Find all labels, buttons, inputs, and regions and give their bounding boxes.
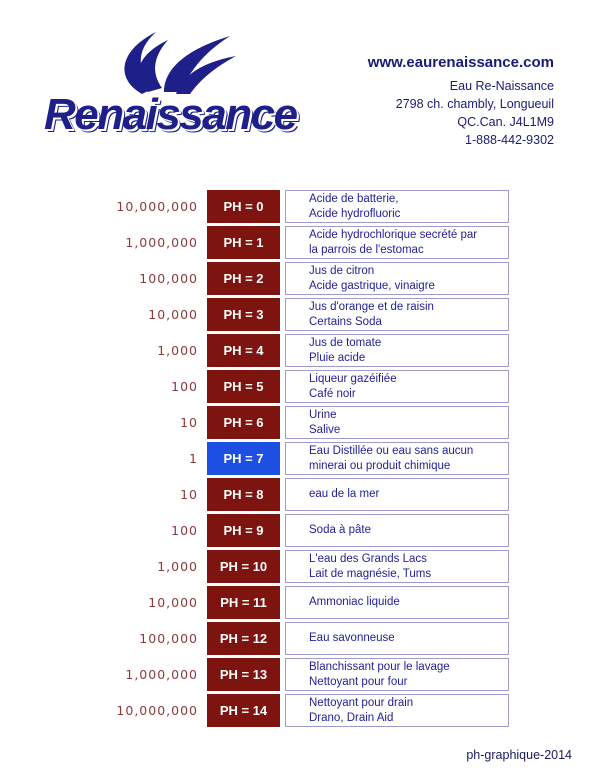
ph-examples <box>285 622 509 655</box>
example-line: Eau Distillée ou eau sans aucun <box>309 444 474 457</box>
ph-row <box>0 586 600 619</box>
example-line: Liqueur gazéifiée <box>309 372 397 385</box>
ph-examples <box>285 478 509 511</box>
ph-examples <box>285 586 509 619</box>
example-line: Ammoniac liquide <box>309 596 400 608</box>
concentration-factor: 1 <box>189 451 198 466</box>
example-line: Acide de batterie, <box>309 192 399 205</box>
ph-row <box>0 442 600 475</box>
example-line: Acide hydrochlorique secrété par <box>309 228 478 241</box>
ph-examples <box>285 442 509 475</box>
ph-row <box>0 262 600 295</box>
ph-row <box>0 334 600 367</box>
concentration-factor: 1,000 <box>157 559 198 574</box>
ph-value-box: PH = 14 <box>207 694 280 727</box>
ph-value-box: PH = 6 <box>207 406 280 439</box>
example-line: Salive <box>309 423 341 436</box>
ph-examples <box>285 406 509 439</box>
flame-wings-icon <box>44 28 254 98</box>
ph-examples <box>285 370 509 403</box>
example-line: Jus de citron <box>309 264 375 277</box>
ph-examples <box>285 694 509 727</box>
ph-value-box: PH = 13 <box>207 658 280 691</box>
concentration-factor: 10,000 <box>148 595 198 610</box>
example-line: Café noir <box>309 387 356 400</box>
ph-value-box: PH = 4 <box>207 334 280 367</box>
concentration-factor: 10 <box>180 415 198 430</box>
example-line: Soda à pâte <box>309 524 372 536</box>
company-name: Eau Re-Naissance <box>449 79 554 93</box>
concentration-factor: 100 <box>171 523 198 538</box>
ph-value-box: PH = 2 <box>207 262 280 295</box>
ph-value-box: PH = 9 <box>207 514 280 547</box>
phone: 1-888-442-9302 <box>465 133 554 147</box>
concentration-factor: 1,000 <box>157 343 198 358</box>
ph-examples <box>285 262 509 295</box>
ph-value-box: PH = 5 <box>207 370 280 403</box>
ph-row <box>0 658 600 691</box>
example-line: eau de la mer <box>309 488 380 500</box>
ph-row <box>0 298 600 331</box>
logo-wordmark: Renaissance <box>44 90 297 139</box>
example-line: minerai ou produit chimique <box>309 459 451 472</box>
ph-examples <box>285 658 509 691</box>
ph-row <box>0 694 600 727</box>
concentration-factor: 10,000 <box>148 307 198 322</box>
example-line: Certains Soda <box>309 315 382 328</box>
ph-row <box>0 514 600 547</box>
example-line: Nettoyant pour drain <box>309 696 414 709</box>
example-line: Drano, Drain Aid <box>309 711 394 724</box>
ph-examples <box>285 190 509 223</box>
concentration-factor: 10,000,000 <box>116 703 198 718</box>
website-link[interactable]: www.eaurenaissance.com <box>367 54 554 71</box>
ph-examples <box>285 226 509 259</box>
ph-examples <box>285 550 509 583</box>
ph-value-box: PH = 0 <box>207 190 280 223</box>
example-line: Jus de tomate <box>309 336 382 349</box>
ph-value-box: PH = 11 <box>207 586 280 619</box>
concentration-factor: 1,000,000 <box>125 235 198 250</box>
ph-value-box: PH = 3 <box>207 298 280 331</box>
concentration-factor: 10,000,000 <box>116 199 198 214</box>
example-line: Eau savonneuse <box>309 632 395 644</box>
example-line: Nettoyant pour four <box>309 675 408 688</box>
concentration-factor: 100,000 <box>139 271 198 286</box>
ph-examples <box>285 298 509 331</box>
ph-value-box: PH = 12 <box>207 622 280 655</box>
ph-row <box>0 550 600 583</box>
ph-examples <box>285 334 509 367</box>
example-line: Blanchissant pour le lavage <box>309 660 450 673</box>
ph-row <box>0 622 600 655</box>
ph-row <box>0 190 600 223</box>
ph-row <box>0 478 600 511</box>
example-line: Acide hydrofluoric <box>309 207 401 220</box>
city-postal: QC.Can. J4L1M9 <box>457 115 554 129</box>
example-line: Urine <box>309 408 337 421</box>
concentration-factor: 100,000 <box>139 631 198 646</box>
example-line: Lait de magnésie, Tums <box>309 567 432 580</box>
concentration-factor: 1,000,000 <box>125 667 198 682</box>
concentration-factor: 100 <box>171 379 198 394</box>
ph-value-box: PH = 1 <box>207 226 280 259</box>
ph-value-box: PH = 8 <box>207 478 280 511</box>
ph-value-box: PH = 10 <box>207 550 280 583</box>
ph-row <box>0 370 600 403</box>
example-line: L'eau des Grands Lacs <box>309 552 427 565</box>
example-line: la parrois de l'estomac <box>309 243 424 256</box>
example-line: Jus d'orange et de raisin <box>309 300 434 313</box>
renaissance-logo <box>44 28 297 148</box>
ph-value-box: PH = 7 <box>207 442 280 475</box>
address: 2798 ch. chambly, Longueuil <box>395 97 554 111</box>
ph-row <box>0 226 600 259</box>
ph-examples <box>285 514 509 547</box>
contact-block <box>368 54 554 149</box>
example-line: Acide gastrique, vinaigre <box>309 279 435 292</box>
footer-label: ph-graphique-2014 <box>466 748 572 762</box>
ph-row <box>0 406 600 439</box>
concentration-factor: 10 <box>180 487 198 502</box>
example-line: Pluie acide <box>309 351 366 364</box>
